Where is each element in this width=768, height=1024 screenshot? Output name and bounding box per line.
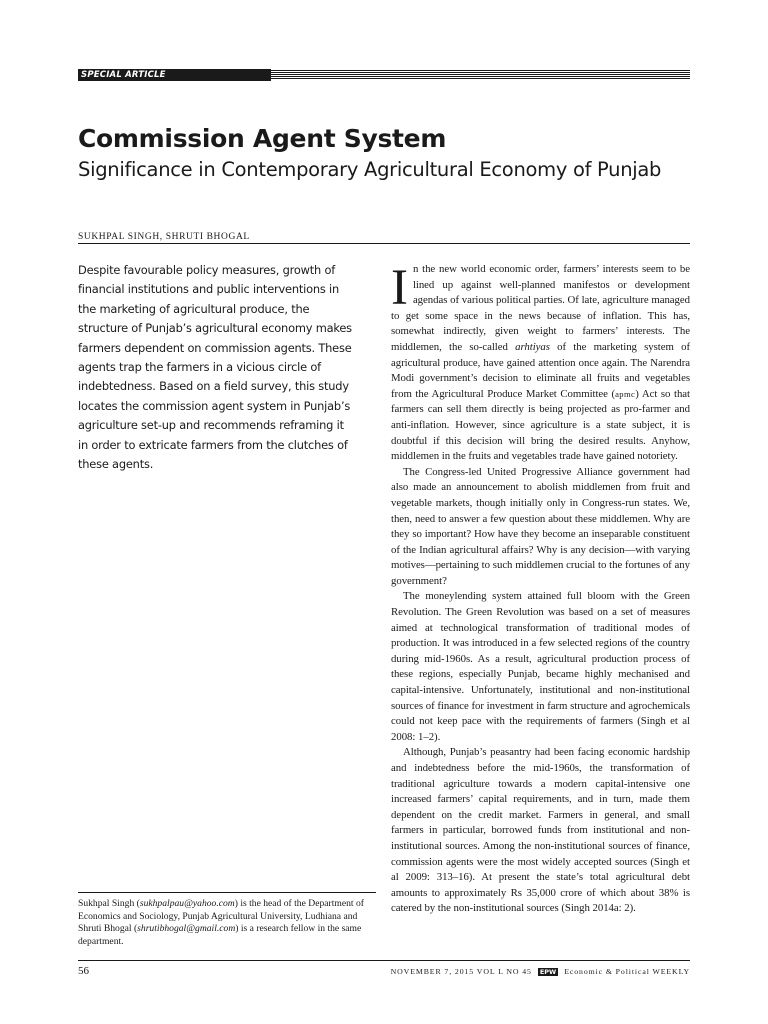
drop-cap: I [391, 262, 408, 316]
author-byline: SUKHPAL SINGH, SHRUTI BHOGAL [78, 232, 250, 242]
body-paragraph-1-acronym: apmc [615, 388, 636, 399]
author-email-1: sukhpalpau@yahoo.com [139, 898, 235, 909]
body-paragraph-1-text-c: ) Act so that farmers can sell them directly is being projected as pro-farmer and anti-inflation. However, since agriculture is a state subject, it is doubtful if this decision will bring the desired results. Anyhow, middlemen in the fruits and vegetables trade have gained notoriety. [391, 387, 690, 463]
article-title: Commission Agent System [78, 124, 447, 153]
author-email-2: shrutibhogal@gmail.com [137, 923, 236, 935]
byline-divider [78, 243, 690, 244]
author-note-text-3: ) is a research fellow in the same department. [78, 923, 362, 947]
body-paragraph-1-emphasis: arhtiyas [515, 340, 550, 353]
article-subtitle: Significance in Contemporary Agricultural Economy of Punjab [78, 158, 662, 181]
epw-logo: EPW [539, 967, 557, 976]
author-note-divider [78, 892, 376, 893]
body-paragraph-1-text-b: of the marketing system of agricultural produce, have gained attention once again. The Narendra Modi government’s decision to eliminate all fruits and vegetables from the Agricultural Produce Market Committee ( [391, 340, 690, 400]
journal-footer [391, 967, 690, 976]
author-note [78, 898, 376, 948]
body-paragraph-2: The Congress-led United Progressive Alliance government had also made an announcement to abolish middlemen from fruit and vegetable markets, though initially only in Congress-run states. We, then, need to answer a few question about these middlemen. Why are they so important? How have they become an inseparable constituent of the Indian agricultural affairs? Why is any decision—with varying motives—pertaining to such middlemen crucial to the fortunes of any government? [391, 465, 690, 587]
footer-divider [78, 960, 690, 961]
body-paragraph-4: Although, Punjab’s peasantry had been facing economic hardship and indebtedness before the mid-1960s, the transformation of traditional agriculture towards a modern capital-intensive one increased farmers’ capital requirements, and in turn, made them dependent on the credit market. Farmers in general, and small farmers in particular, borrowed funds from institutional and non-institutional sources. Among the non-institutional sources of finance, commission agents were the most widely accepted sources (Singh et al 2009: 313–16). At present the state’s total agricultural debt amounts to approximately Rs 35,000 crore of which about 38% is catered by the non-institutional sources (Singh 2014a: 2). [391, 746, 690, 915]
body-paragraph-3: The moneylending system attained full bloom with the Green Revolution. The Green Revolution was based on a set of measures aimed at technological transformation of traditional modes of production. It was introduced in a few selected regions of the country during mid-1960s. As a result, agricultural production process of these regions, especially Punjab, became highly mechanised and capital-intensive. Unfortunately, institutional and non-institutional sources of finance for investment in farm structure and agrochemicals could not keep pace with the requirements of farmers (Singh et al 2008: 1–2). [391, 590, 690, 743]
body-paragraph-1-text-a: n the new world economic order, farmers’ interests seem to be lined up against well-planned manifestos or development agendas of various political parties. Of late, agriculture managed to get some space in the news because of inflation. This has, somewhat indirectly, given weight to farmers’ interests. The middlemen, the so-called [391, 263, 690, 353]
journal-name: Economic & Political WEEKLY [564, 967, 690, 976]
page-number: 56 [78, 965, 89, 977]
section-banner [78, 69, 690, 81]
article-body [391, 262, 690, 960]
issue-info: NOVEMBER 7, 2015 VOL L NO 45 [390, 967, 532, 976]
body-paragraph-1 [391, 262, 690, 465]
author-note-text-2: ) is the head of the Department of Economics and Sociology, Punjab Agricultural University, Ludhiana and Shruti Bhogal ( [78, 898, 364, 935]
banner-rules [271, 70, 690, 80]
section-label: SPECIAL ARTICLE [78, 69, 271, 81]
article-abstract: Despite favourable policy measures, growth of financial institutions and public interventions in the marketing of agricultural produce, the structure of Punjab’s agricultural economy makes farmers dependent on commission agents. These agents trap the farmers in a vicious circle of indebtedness. Based on a field survey, this study locates the commission agent system in Punjab’s agriculture set-up and recommends reframing it in order to extricate farmers from the clutches of these agents. [78, 263, 352, 472]
author-note-text-1: Sukhpal Singh ( [78, 898, 140, 909]
